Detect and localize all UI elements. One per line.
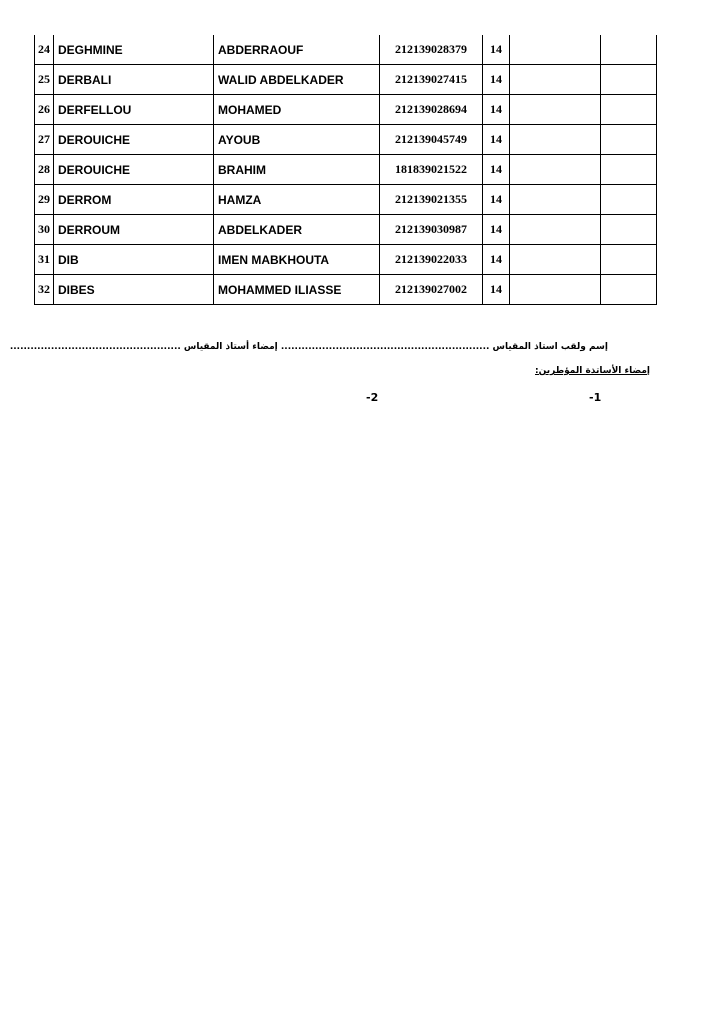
first-name-cell: BRAHIM: [214, 155, 380, 185]
row-number-cell: 24: [35, 35, 54, 65]
blank-cell-1: [510, 245, 601, 275]
student-roster-table: [34, 35, 657, 305]
blank-cell-1: [510, 155, 601, 185]
supervisors-label: إمضاء الأساتذة المؤطرين:: [535, 366, 650, 376]
last-name-cell: DERROM: [54, 185, 214, 215]
blank-cell-1: [510, 125, 601, 155]
registration-number-cell: 181839021522: [380, 155, 483, 185]
table-row: [35, 275, 657, 305]
supervisor-item-2: -2: [366, 391, 379, 404]
group-cell: 14: [483, 125, 510, 155]
last-name-cell: DEGHMINE: [54, 35, 214, 65]
group-cell: 14: [483, 95, 510, 125]
blank-cell-1: [510, 275, 601, 305]
table-row: [35, 125, 657, 155]
blank-cell-2: [601, 155, 657, 185]
row-number-cell: 31: [35, 245, 54, 275]
row-number-cell: 32: [35, 275, 54, 305]
last-name-cell: DIBES: [54, 275, 214, 305]
group-cell: 14: [483, 215, 510, 245]
row-number-cell: 27: [35, 125, 54, 155]
first-name-cell: IMEN MABKHOUTA: [214, 245, 380, 275]
blank-cell-2: [601, 35, 657, 65]
row-number-cell: 25: [35, 65, 54, 95]
blank-cell-1: [510, 65, 601, 95]
registration-number-cell: 212139022033: [380, 245, 483, 275]
table-row: [35, 185, 657, 215]
blank-cell-2: [601, 65, 657, 95]
first-name-cell: WALID ABDELKADER: [214, 65, 380, 95]
blank-cell-1: [510, 185, 601, 215]
first-name-cell: MOHAMED: [214, 95, 380, 125]
group-cell: 14: [483, 35, 510, 65]
blank-cell-2: [601, 185, 657, 215]
first-name-cell: AYOUB: [214, 125, 380, 155]
blank-cell-2: [601, 125, 657, 155]
signature-line: إسم ولقب استاذ المقياس ............................................................. إمضاء أستاذ المقياس ..................................................: [9, 342, 608, 352]
registration-number-cell: 212139030987: [380, 215, 483, 245]
blank-cell-2: [601, 215, 657, 245]
group-cell: 14: [483, 65, 510, 95]
table-row: [35, 155, 657, 185]
group-cell: 14: [483, 245, 510, 275]
table-row: [35, 35, 657, 65]
last-name-cell: DERFELLOU: [54, 95, 214, 125]
table-row: [35, 95, 657, 125]
first-name-cell: MOHAMMED ILIASSE: [214, 275, 380, 305]
first-name-cell: ABDERRAOUF: [214, 35, 380, 65]
blank-cell-1: [510, 215, 601, 245]
table-row: [35, 65, 657, 95]
last-name-cell: DIB: [54, 245, 214, 275]
registration-number-cell: 212139027415: [380, 65, 483, 95]
row-number-cell: 26: [35, 95, 54, 125]
group-cell: 14: [483, 275, 510, 305]
first-name-cell: HAMZA: [214, 185, 380, 215]
blank-cell-1: [510, 95, 601, 125]
table-row: [35, 245, 657, 275]
registration-number-cell: 212139021355: [380, 185, 483, 215]
row-number-cell: 29: [35, 185, 54, 215]
last-name-cell: DERBALI: [54, 65, 214, 95]
registration-number-cell: 212139045749: [380, 125, 483, 155]
first-name-cell: ABDELKADER: [214, 215, 380, 245]
table-row: [35, 215, 657, 245]
row-number-cell: 28: [35, 155, 54, 185]
blank-cell-1: [510, 35, 601, 65]
group-cell: 14: [483, 185, 510, 215]
registration-number-cell: 212139028694: [380, 95, 483, 125]
last-name-cell: DERROUM: [54, 215, 214, 245]
last-name-cell: DEROUICHE: [54, 125, 214, 155]
blank-cell-2: [601, 95, 657, 125]
last-name-cell: DEROUICHE: [54, 155, 214, 185]
blank-cell-2: [601, 245, 657, 275]
registration-number-cell: 212139027002: [380, 275, 483, 305]
group-cell: 14: [483, 155, 510, 185]
row-number-cell: 30: [35, 215, 54, 245]
blank-cell-2: [601, 275, 657, 305]
supervisor-item-1: -1: [589, 391, 602, 404]
registration-number-cell: 212139028379: [380, 35, 483, 65]
